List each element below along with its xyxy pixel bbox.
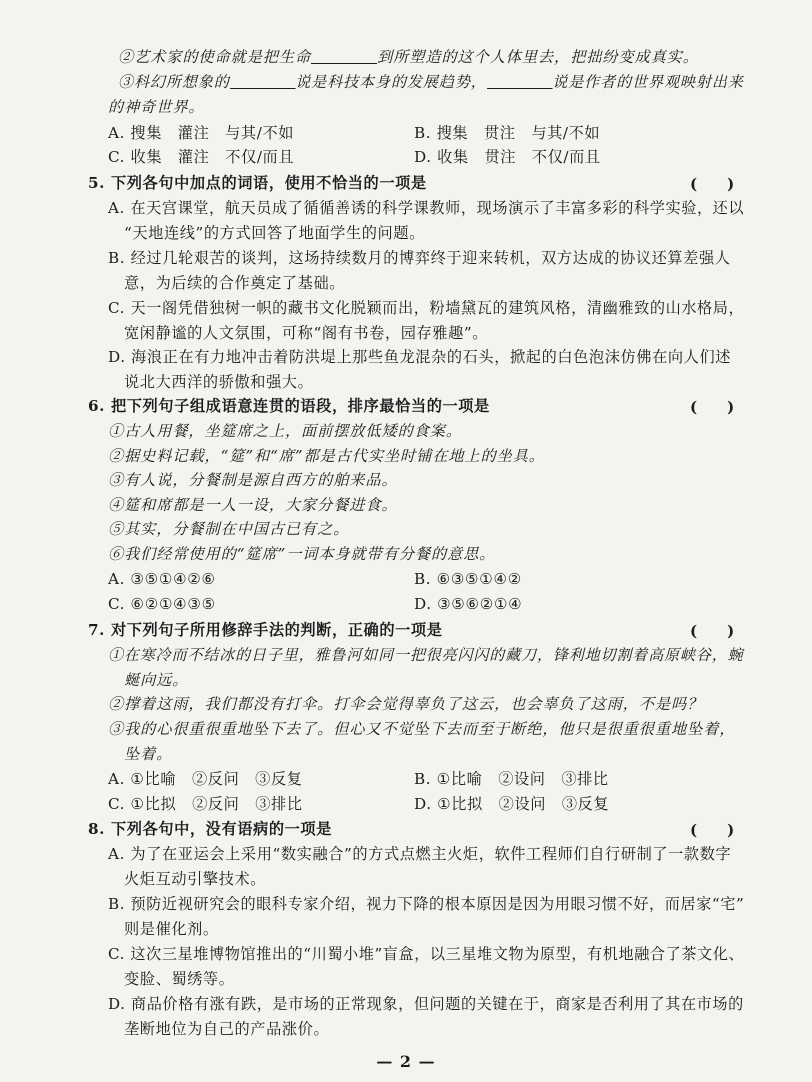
q4-sentence-2: ②艺术家的使命就是把生命 到所塑造的这个人体里去，把拙纷变成真实。 <box>118 48 699 66</box>
q6-stem: 6. 把下列句子组成语意连贯的语段，排序最恰当的一项是 <box>88 397 490 415</box>
q7-sentence-3-line2: 坠着。 <box>124 745 173 763</box>
q5-option-b-line1: B. 经过几轮艰苦的谈判，这场持续数月的博弈终于迎来转机，双方达成的协议还算差强人 <box>108 249 731 267</box>
answer-blank <box>311 49 377 64</box>
q6-option-b: B. ⑥③⑤①④② <box>414 570 522 588</box>
q7-sentence-1-line2: 蜒向远。 <box>124 671 189 689</box>
answer-blank <box>487 74 552 89</box>
q6-answer-bracket: ( ) <box>690 398 735 416</box>
q7-sentence-2: ②撑着这雨，我们都没有打伞。打伞会觉得辜负了这云，也会辜负了这雨，不是吗？ <box>108 695 704 713</box>
q8-option-c-line1: C. 这次三星堆博物馆推出的“川蜀小堆”盲盒，以三星堆文物为原型，有机地融合了茶文化、 <box>108 945 745 963</box>
q7-option-b: B. ①比喻 ②设问 ③排比 <box>414 770 609 788</box>
q7-answer-bracket: ( ) <box>690 622 735 640</box>
q5-answer-bracket: ( ) <box>690 175 735 193</box>
q4-option-b: B. 搜集 贯注 与其/不如 <box>414 124 601 142</box>
q8-option-d-line2: 垄断地位为自己的产品涨价。 <box>124 1020 330 1038</box>
q6-option-c: C. ⑥②①④③⑤ <box>108 595 216 613</box>
q7-stem: 7. 对下列句子所用修辞手法的判断，正确的一项是 <box>88 621 443 639</box>
q8-option-b-line2: 则是催化剂。 <box>124 920 219 938</box>
q6-option-a: A. ③⑤①④②⑥ <box>108 570 216 588</box>
answer-blank <box>230 74 295 89</box>
q6-sentence-4: ④筵和席都是一人一设，大家分餐进食。 <box>108 496 398 514</box>
q4-sentence-3-cont: 的神奇世界。 <box>108 98 205 116</box>
q6-sentence-2: ②据史料记载，“筵”和“席”都是古代实坐时铺在地上的坐具。 <box>108 447 545 465</box>
q4-option-a: A. 搜集 灌注 与其/不如 <box>108 124 295 142</box>
q5-option-c-line1: C. 天一阁凭借独树一帜的藏书文化脱颖而出，粉墙黛瓦的建筑风格，清幽雅致的山水格局， <box>108 299 745 317</box>
q5-option-b-line2: 意，为后续的合作奠定了基础。 <box>124 274 346 292</box>
q5-option-a-line1: A. 在天宫课堂，航天员成了循循善诱的科学课教师，现场演示了丰富多彩的科学实验，还以 <box>108 199 745 217</box>
page-number: — 2 — <box>376 1052 436 1071</box>
q5-option-d-line1: D. 海浪正在有力地冲击着防洪堤上那些鱼龙混杂的石头，掀起的白色泡沫仿佛在向人们述 <box>108 348 732 366</box>
q6-sentence-6: ⑥我们经常使用的“筵席”一词本身就带有分餐的意思。 <box>108 545 496 563</box>
q5-option-a-line2: “天地连线”的方式回答了地面学生的问题。 <box>124 224 425 242</box>
q7-option-c: C. ①比拟 ②反问 ③排比 <box>108 795 303 813</box>
q6-sentence-5: ⑤其实，分餐制在中国古已有之。 <box>108 520 350 538</box>
q8-option-d-line1: D. 商品价格有涨有跌，是市场的正常现象，但问题的关键在于，商家是否利用了其在市场的 <box>108 995 744 1013</box>
q5-stem: 5. 下列各句中加点的词语，使用不恰当的一项是 <box>88 174 427 192</box>
q6-option-d: D. ③⑤⑥②①④ <box>414 595 523 613</box>
q7-option-a: A. ①比喻 ②反问 ③反复 <box>108 770 303 788</box>
q6-sentence-3: ③有人说，分餐制是源自西方的舶来品。 <box>108 471 398 489</box>
q4-option-d: D. 收集 贯注 不仅/而且 <box>414 148 601 166</box>
q6-sentence-1: ①古人用餐，坐筵席之上，面前摆放低矮的食案。 <box>108 422 462 440</box>
q4-option-c: C. 收集 灌注 不仅/而且 <box>108 148 295 166</box>
q8-answer-bracket: ( ) <box>690 821 735 839</box>
q5-option-c-line2: 宽闲静谧的人文氛围，可称“阁有书卷，园存雅趣”。 <box>124 324 489 342</box>
q7-sentence-1-line1: ①在寒冷而不结冰的日子里，雅鲁河如同一把很亮闪闪的藏刀，锋利地切割着高原峡谷，蜿 <box>108 646 744 664</box>
q8-option-a-line1: A. 为了在亚运会上采用“数实融合”的方式点燃主火炬，软件工程师们自行研制了一款数字 <box>108 845 732 863</box>
q7-option-d: D. ①比拟 ②设问 ③反复 <box>414 795 610 813</box>
q4-sentence-3: ③科幻所想象的 说是科技本身的发展趋势， 说是作者的世界观映射出来 <box>118 73 744 91</box>
q8-option-c-line2: 变脸、蜀绣等。 <box>124 970 235 988</box>
q8-option-a-line2: 火炬互动引擎技术。 <box>124 870 267 888</box>
q7-sentence-3-line1: ③我的心很重很重地坠下去了。但心又不觉坠下去而至于断绝，他只是很重很重地坠着， <box>108 720 736 738</box>
q5-option-d-line2: 说北大西洋的骄傲和强大。 <box>124 373 314 391</box>
q8-stem: 8. 下列各句中，没有语病的一项是 <box>88 820 332 838</box>
q8-option-b-line1: B. 预防近视研究会的眼科专家介绍，视力下降的根本原因是因为用眼习惯不好，而居家“宅” <box>108 895 745 913</box>
